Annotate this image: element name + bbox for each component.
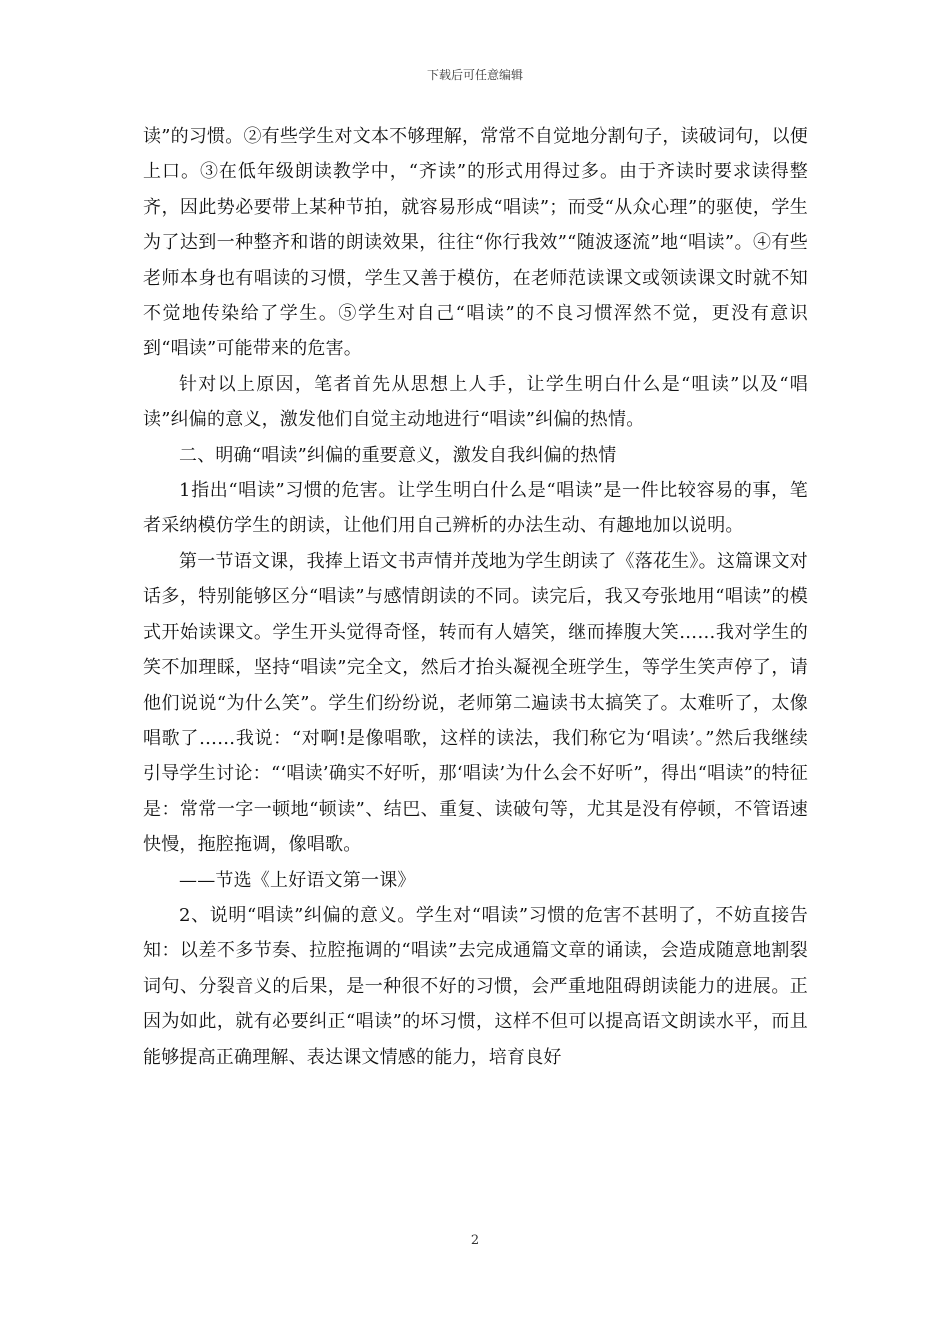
section-heading: 二、明确“唱读”纠偏的重要意义，激发自我纠偏的热情 (179, 444, 617, 466)
source-citation: ——节选《上好语文第一课》 (179, 869, 416, 891)
document-body (143, 119, 808, 1075)
paragraph-1: 读”的习惯。②有些学生对文本不够理解，常常不自觉地分割句子，读破词句，以便上口。③在低年级朗读教学中，“齐读”的形式用得过多。由于齐读时要求读得整齐，因此势必要带上某种节拍，就容易形成“唱读”；而受“从众心理”的驱使，学生为了达到一种整齐和谐的朗读效果，往往“你行我效”“随波逐流”地“唱读”。④有些老师本身也有唱读的习惯，学生又善于模仿，在老师范读课文或领读课文时就不知不觉地传染给了学生。⑤学生对自己“唱读”的不良习惯浑然不觉，更没有意识到“唱读”可能带来的危害。 (143, 126, 808, 360)
paragraph-3: 1指出“唱读”习惯的危害。让学生明白什么是“唱读”是一件比较容易的事，笔者采纳模仿学生的朗读，让他们用自己辨析的办法生动、有趣地加以说明。 (143, 480, 808, 537)
page-header: 下载后可任意编辑 (426, 68, 523, 82)
paragraph-2: 针对以上原因，笔者首先从思想上人手，让学生明白什么是“咀读”以及“唱读”纠偏的意义，激发他们自觉主动地进行“唱读”纠偏的热情。 (143, 373, 808, 431)
paragraph-5: 2、说明“唱读”纠偏的意义。学生对“唱读”习惯的危害不甚明了，不妨直接告知：以差不多节奏、拉腔拖调的“唱读”去完成通篇文章的诵读，会造成随意地割裂词句、分裂音义的后果，是一种很不好的习惯，会严重地阻碍朗读能力的进展。正因为如此，就有必要纠正“唱读”的坏习惯，这样不但可以提高语文朗读水平，而且能够提高正确理解、表达课文情感的能力，培育良好 (143, 904, 808, 1068)
page-number: 2 (470, 1233, 480, 1248)
paragraph-4: 第一节语文课，我捧上语文书声情并茂地为学生朗读了《落花生》。这篇课文对话多，特别能够区分“唱读”与感情朗读的不同。读完后，我又夸张地用“唱读”的模式开始读课文。学生开头觉得奇怪，转而有人嬉笑，继而捧腹大笑……我对学生的笑不加理睬，坚持“唱读”完全文，然后才抬头凝视全班学生，等学生笑声停了，请他们说说“为什么笑”。学生们纷纷说，老师第二遍读书太搞笑了。太难听了，太像唱歌了……我说：“对啊!是像唱歌，这样的读法，我们称它为‘唱读’。”然后我继续引导学生讨论：“‘唱读’确实不好听，那‘唱读’为什么会不好听”，得出“唱读”的特征是：常常一字一顿地“顿读”、结巴、重复、读破句等，尤其是没有停顿，不管语速快慢，拖腔拖调，像唱歌。 (143, 550, 808, 856)
